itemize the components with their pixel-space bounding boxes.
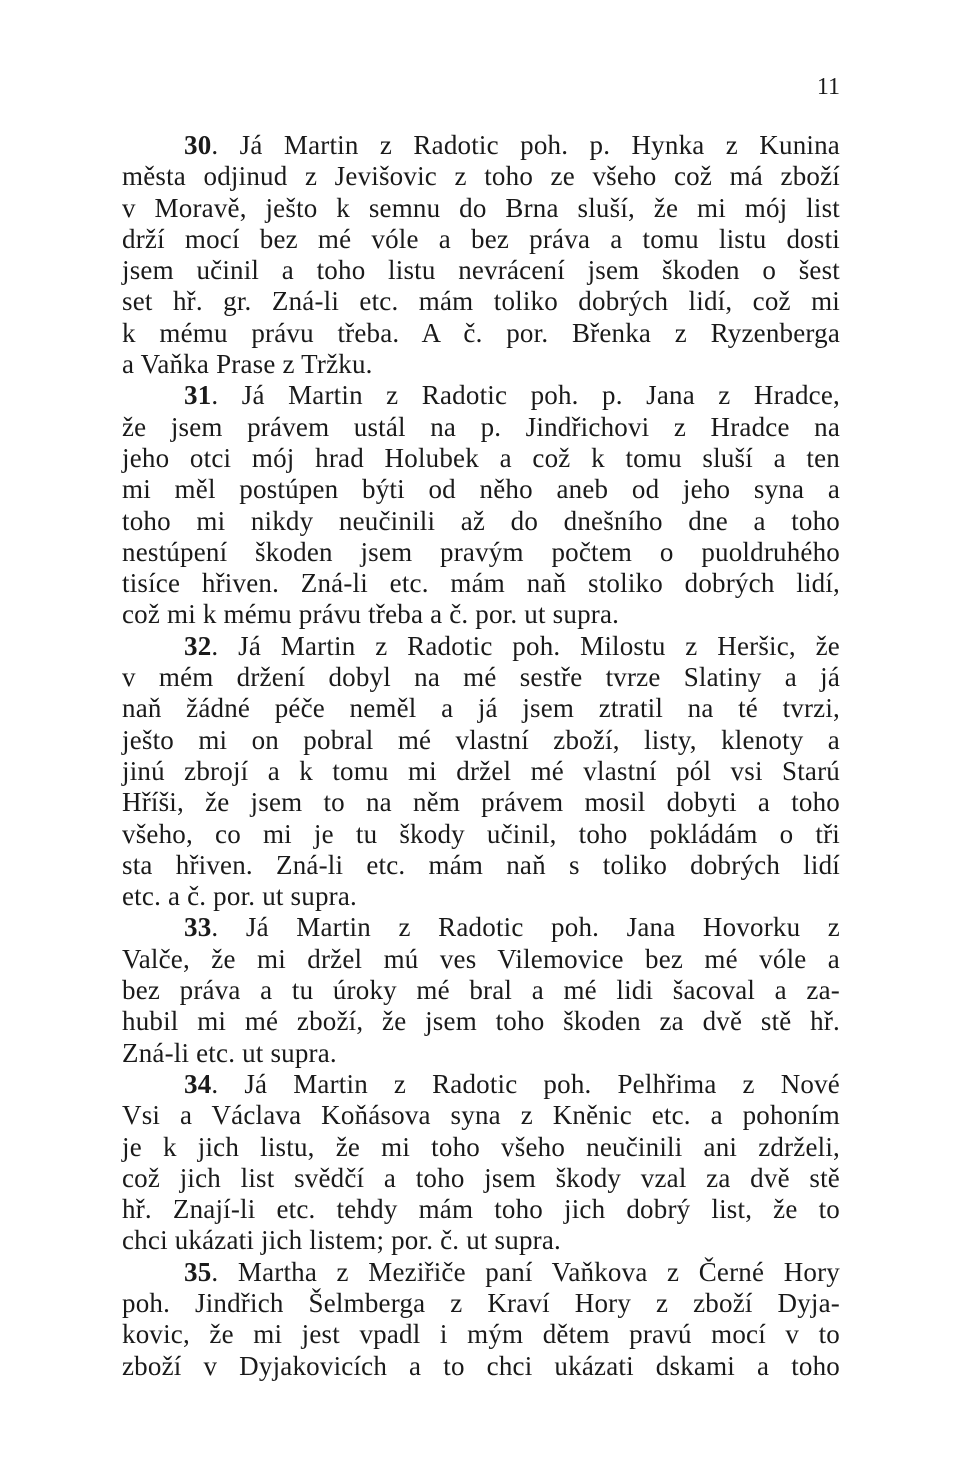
entry-line: mi měl postúpen býti od něho aneb od jeho syna a [122,474,840,505]
entry-30 [122,130,840,380]
entry-text: . Já Martin z Radotic poh. p. Hynka z Kunina [211,130,840,160]
entry-first-line [122,380,840,411]
entry-line: Valče, že mi držel mú ves Vilemovice bez mé vóle a [122,943,840,974]
entry-text: . Já Martin z Radotic poh. p. Jana z Hradce, [211,380,840,411]
entry-number: 33 [184,912,212,943]
entry-line: že jsem právem ustál na p. Jindřichovi z Hradce na [122,411,840,442]
entry-line: Vsi a Václava Koňásova syna z Kněnic etc. a pohoním [122,1100,840,1131]
entry-text: . Martha z Meziřiče paní Vaňkova z Černé Hory [211,1256,840,1287]
entry-line: toho mi nikdy neučinili až do dnešního dne a toho [122,505,840,536]
entry-line: je k jich listu, že mi toho všeho neučinili ani zdrželi, [122,1131,840,1162]
entry-number: 31 [184,380,212,411]
entry-line: což jich list svědčí a toho jsem škody vzal za dvě stě [122,1162,840,1193]
entry-34 [122,1069,840,1257]
entry-line: sta hřiven. Zná-li etc. mám naň s toliko dobrých lidí [122,849,840,880]
entry-line: bez práva a tu úroky mé bral a mé lidi šacoval a za- [122,975,840,1006]
entry-line: Zná-li etc. ut supra. [122,1037,337,1068]
entry-first-line [122,1069,840,1100]
entry-number: 34 [184,1068,212,1099]
entry-line: jsem učinil a toho listu nevrácení jsem škoden o šest [122,255,840,286]
entry-line: v mém držení dobyl na mé sestře tvrze Slatiny a já [122,662,840,693]
entry-text: . Já Martin z Radotic poh. Jana Hovorku z [211,912,840,943]
entry-line: tisíce hřiven. Zná-li etc. mám naň stoliko dobrých lidí, [122,568,840,599]
entry-first-line [122,912,840,943]
entry-text: . Já Martin z Radotic poh. Pelhřima z Nové [211,1068,840,1099]
entry-line: jeho otci mój hrad Holubek a což k tomu sluší a ten [122,442,840,473]
entry-line: nestúpení škoden jsem pravým počtem o puoldruhého [122,536,840,567]
entry-line: chci ukázati jich listem; por. č. ut supra. [122,1225,561,1256]
entry-line: drží mocí bez mé vóle a bez práva a tomu listu dosti [122,223,840,254]
entry-35 [122,1257,840,1382]
entry-line: jinú zbrojí a k tomu mi držel mé vlastní pól vsi Starú [122,755,840,786]
entry-line: v Moravě, ješto k semnu do Brna sluší, že mi mój list [122,192,840,223]
entry-line: což mi k mému právu třeba a č. por. ut supra. [122,599,620,630]
entry-32 [122,631,840,913]
entry-first-line [122,631,840,662]
entry-number: 35 [184,1256,212,1287]
entry-line: hubil mi mé zboží, že jsem toho škoden za dvě stě hř. [122,1006,840,1037]
entry-line: a Vaňka Prase z Tržku. [122,349,373,380]
entry-line: města odjinud z Jevišovic z toho ze všeho což má zboží [122,161,840,192]
entry-line: ješto mi on pobral mé vlastní zboží, listy, klenoty a [122,724,840,755]
entry-line: kovic, že mi jest vpadl i mým dětem pravú mocí v to [122,1319,840,1350]
page-number: 11 [816,74,840,100]
entry-31 [122,380,840,630]
entry-line: Hříši, že jsem to na něm právem mosil dobyti a toho [122,787,840,818]
entry-line: všeho, co mi je tu škody učinil, toho pokládám o tři [122,818,840,849]
entry-line: etc. a č. por. ut supra. [122,881,357,912]
entry-33 [122,912,840,1068]
entry-first-line [122,130,840,161]
entry-line: zboží v Dyjakovicích a to chci ukázati dskami a toho [122,1350,840,1381]
entry-line: k mému právu třeba. A č. por. Břenka z Ryzenberga [122,317,840,348]
entry-number: 32 [184,630,212,661]
entry-line: set hř. gr. Zná-li etc. mám toliko dobrých lidí, což mi [122,286,840,317]
entry-text: . Já Martin z Radotic poh. Milostu z Heršic, že [211,630,840,661]
entry-line: poh. Jindřich Šelmberga z Kraví Hory z zboží Dyja- [122,1287,840,1318]
document-body [122,130,840,1382]
entry-line: naň žádné péče neměl a já jsem ztratil na té tvrzi, [122,693,840,724]
entry-line: hř. Znají-li etc. tehdy mám toho jich dobrý list, že to [122,1194,840,1225]
entry-first-line [122,1257,840,1288]
entry-number: 30 [184,130,212,160]
